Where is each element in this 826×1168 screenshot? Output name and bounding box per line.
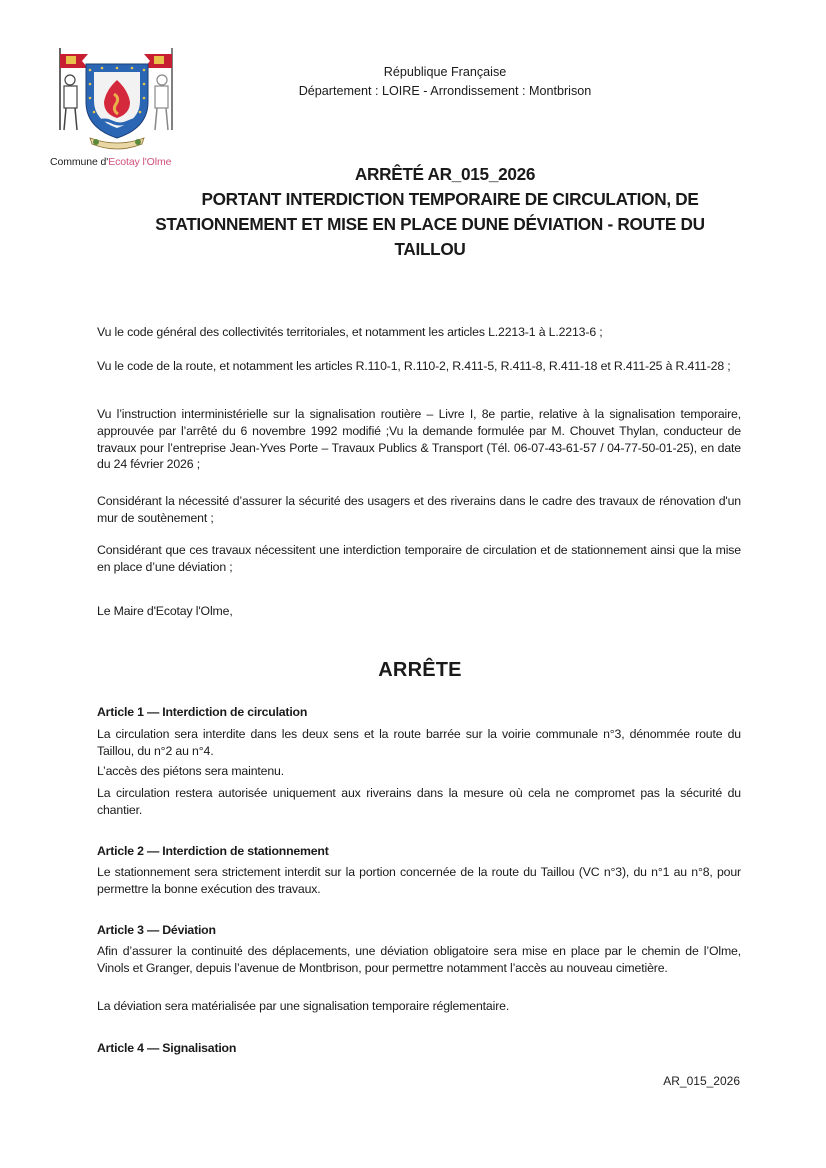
article-3-paragraph-2: La déviation sera matérialisée par une signalisation temporaire réglementaire. <box>97 999 510 1013</box>
vu-instruction: Vu l’instruction interministérielle sur la signalisation routière – Livre I, 8e partie, relative à la signalisation temporaire, approuvée par l’arrêté du 6 novembre 1992 modifié ;Vu la demande formulée par M. Chouvet Thylan, conducteur de travaux pour l’entreprise Jean-Yves Porte – Travaux Publics & Transport (Tél. 06-07-43-61-57 / 04-77-50-01-25), en date du 24 février 2026 ; <box>97 407 741 472</box>
vu-cgct: Vu le code général des collectivités territoriales, et notamment les articles L.2213-1 à L.2213-6 ; <box>97 325 603 339</box>
considerant-securite: Considérant la nécessité d’assurer la sécurité des usagers et des riverains dans le cadre des travaux de rénovation d'un mur de soutènement ; <box>97 494 741 525</box>
title-line-4: TAILLOU <box>394 239 466 259</box>
commune-name-prefix: Commune d' <box>50 156 109 168</box>
title-line-2: PORTANT INTERDICTION TEMPORAIRE DE CIRCULATION, DE <box>201 189 699 209</box>
article-3-paragraph-1: Afin d’assurer la continuité des déplacements, une déviation obligatoire sera mise en place par le chemin de l’Olme, Vinols et Granger, depuis l’avenue de Montbrison, pour permettre notamment l’accès au nouveau cimetière. <box>97 944 741 975</box>
coat-of-arms-icon <box>48 44 188 156</box>
administrative-header <box>270 63 620 101</box>
article-2-paragraph-1: Le stationnement sera strictement interdit sur la portion concernée de la route du Taillou (VC n°3), du n°1 au n°8, pour permettre la bonne exécution des travaux. <box>97 865 741 896</box>
article-4-title: Article 4 — Signalisation <box>97 1041 237 1055</box>
article-1-paragraph-3: La circulation restera autorisée uniquement aux riverains dans la mesure où cela ne compromet pas la sécurité du chantier. <box>97 786 741 817</box>
considerant-travaux: Considérant que ces travaux nécessitent une interdiction temporaire de circulation et de stationnement ainsi que la mise en place d’une déviation ; <box>97 543 741 574</box>
footer-reference: AR_015_2026 <box>663 1074 740 1088</box>
article-2-title: Article 2 — Interdiction de stationnement <box>97 844 329 858</box>
article-1-paragraph-2: L’accès des piétons sera maintenu. <box>97 764 284 778</box>
article-1-paragraph-1: La circulation sera interdite dans les deux sens et la route barrée sur la voirie communale n°3, dénommée route du Taillou, du n°2 au n°4. <box>97 727 741 758</box>
title-line-3: STATIONNEMENT ET MISE EN PLACE DUNE DÉVIATION - ROUTE DU <box>155 214 705 234</box>
document-title <box>120 162 740 262</box>
commune-name-main: Ecotay l'Olme <box>108 156 172 168</box>
department-line: Département : LOIRE - Arrondissement : Montbrison <box>298 84 592 98</box>
title-decree-number: ARRÊTÉ AR_015_2026 <box>354 164 536 184</box>
maire-line: Le Maire d'Ecotay l'Olme, <box>97 604 233 618</box>
article-1-title: Article 1 — Interdiction de circulation <box>97 705 308 719</box>
article-3-title: Article 3 — Déviation <box>97 923 216 937</box>
arrete-heading: ARRÊTE <box>378 659 462 681</box>
commune-logo <box>48 44 188 174</box>
vu-code-route: Vu le code de la route, et notamment les articles R.110-1, R.110-2, R.411-5, R.411-8, R.411-18 et R.411-25 à R.411-28 ; <box>97 359 731 373</box>
republic-line: République Française <box>383 65 507 79</box>
